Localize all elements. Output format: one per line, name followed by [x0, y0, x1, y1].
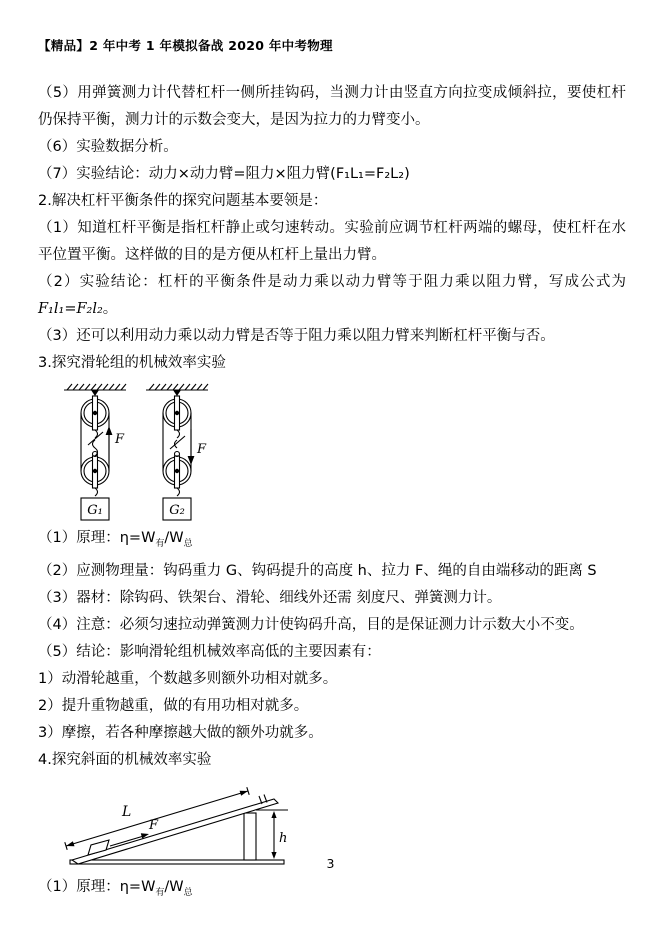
page-header: 【精品】2 年中考 1 年模拟备战 2020 年中考物理 — [38, 38, 333, 53]
weight-label-g2: G₂ — [169, 503, 185, 518]
subscript-total-work: 总 — [183, 887, 193, 898]
paragraph-item-7: （7）实验结论：动力×动力臂=阻力×阻力臂(F₁L₁=F₂L₂) — [38, 166, 410, 182]
ceiling-hook — [173, 390, 181, 396]
paragraph-lever-1: （1）知道杠杆平衡是指杠杆静止或匀速转动。实验前应调节杠杆两端的螺母，使杠杆在水平位置平衡。这样做的目的是方便从杠杆上量出力臂。 — [38, 220, 626, 263]
paragraph-pulley-3: （3）器材：除钩码、铁架台、滑轮、细线外还需 刻度尺、弹簧测力计。 — [38, 589, 502, 606]
paragraph-item-5: （5）用弹簧测力计代替杠杆一侧所挂钩码，当测力计由竖直方向拉变成倾斜拉，要使杠杆仍保持平衡，测力计的示数会变大，是因为拉力的力臂变小。 — [38, 85, 626, 128]
paragraph-pulley-4: （4）注意：必须匀速拉动弹簧测力计使钩码升高，目的是保证测力计示数大小不变。 — [38, 616, 584, 633]
lever-formula: F₁l₁=F₂l₂ — [38, 301, 103, 317]
incline-drawing — [65, 787, 288, 864]
hook — [177, 430, 180, 438]
force-label-left: F — [115, 432, 125, 447]
force-label: F — [149, 817, 159, 833]
pulley-diagram — [60, 383, 626, 523]
heading-lever-balance: 2.解决杠杆平衡条件的探究问题基本要领是： — [38, 193, 328, 209]
text-segment: （1）原理：η=W — [38, 878, 156, 895]
hook — [95, 488, 98, 496]
height-label: h — [279, 830, 288, 846]
hook — [177, 488, 180, 496]
heading-pulley-experiment: 3.探究滑轮组的机械效率实验 — [38, 355, 226, 371]
paragraph-pulley-2: （2）应测物理量：钩码重力 G、钩码提升的高度 h、拉力 F、绳的自由端移动的距离 S — [38, 562, 597, 579]
page-number: 3 — [326, 856, 335, 871]
text-segment: （1）原理：η=W — [38, 530, 156, 546]
paragraph-lever-2 — [38, 269, 626, 323]
pulley-diagram-svg — [60, 383, 212, 523]
paragraph-incline-principle — [38, 874, 626, 907]
paragraph-lever-3: （3）还可以利用动力乘以动力臂是否等于阻力乘以阻力臂来判断杠杆平衡与否。 — [38, 328, 555, 344]
ceiling-hatch — [149, 384, 208, 390]
paragraph-factor-3: 3）摩擦，若各种摩擦越大做的额外功就多。 — [38, 724, 323, 741]
force-label-right: F — [197, 442, 207, 457]
hook — [93, 440, 98, 456]
ceiling-hook — [91, 390, 99, 396]
weight-label-g1: G₁ — [87, 503, 103, 518]
text-segment: /W — [164, 878, 184, 895]
support-post — [244, 813, 256, 860]
text-segment: （2）实验结论：杠杆的平衡条件是动力乘以动力臂等于阻力乘以阻力臂，写成公式为 — [38, 274, 626, 290]
ceiling-hatch — [67, 384, 126, 390]
text-segment: 。 — [102, 301, 118, 317]
heading-incline-experiment: 4.探究斜面的机械效率实验 — [38, 751, 212, 768]
text-segment: /W — [164, 530, 184, 546]
rope-end — [88, 432, 103, 445]
paragraph-item-6: （6）实验数据分析。 — [38, 139, 178, 155]
paragraph-pulley-5: （5）结论：影响滑轮组机械效率高低的主要因素有： — [38, 643, 381, 660]
subscript-total-work: 总 — [183, 538, 193, 549]
subscript-useful-work: 有 — [155, 887, 165, 898]
paragraph-factor-2: 2）提升重物越重，做的有用功相对就多。 — [38, 697, 309, 714]
document-body — [38, 80, 626, 907]
length-label: L — [122, 803, 132, 820]
subscript-useful-work: 有 — [155, 538, 165, 549]
paragraph-pulley-principle — [38, 525, 626, 558]
paragraph-factor-1: 1）动滑轮越重，个数越多则额外功相对就多。 — [38, 670, 338, 687]
pulley-system-left — [64, 384, 126, 520]
